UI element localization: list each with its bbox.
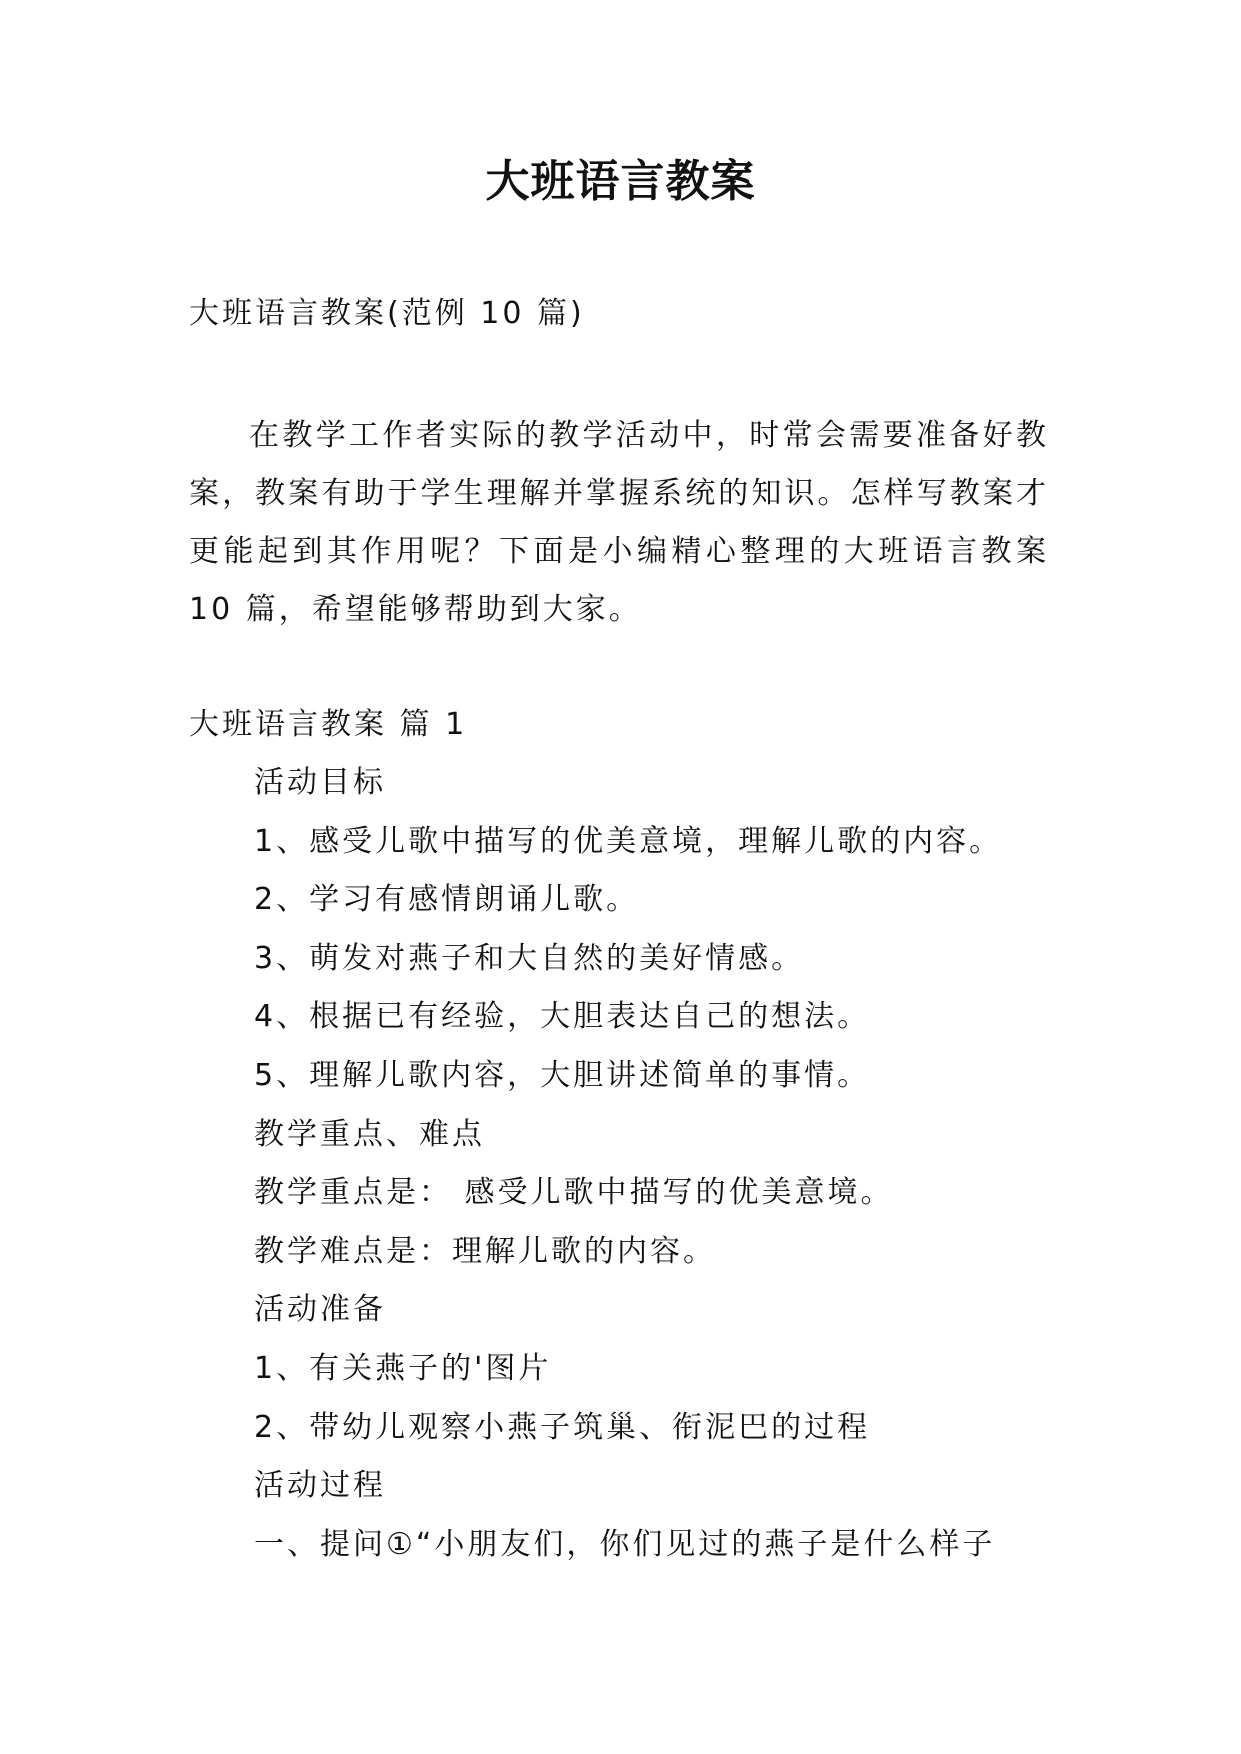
plan-line-difficult-point: 教学难点是：理解儿歌的内容。	[254, 1233, 716, 1269]
plan-line-goal-2: 2、学习有感情朗诵儿歌。	[254, 882, 640, 918]
document-subtitle: 大班语言教案(范例 10 篇)	[189, 296, 585, 331]
plan-line-preparation-2: 2、带幼儿观察小燕子筑巢、衔泥巴的过程	[254, 1409, 871, 1445]
plan-line-preparation-1: 1、有关燕子的'图片	[254, 1350, 552, 1386]
plan-line-goal-3: 3、萌发对燕子和大自然的美好情感。	[254, 940, 805, 976]
intro-paragraph: 在教学工作者实际的教学活动中，时常会需要准备好教案，教案有助于学生理解并掌握系统的知识。怎样写教案才更能起到其作用呢？下面是小编精心整理的大班语言教案 10 篇，希望能够帮助到大家。	[189, 418, 1049, 627]
plan-line-activity-goals: 活动目标	[254, 765, 386, 800]
lesson-plan-list	[254, 760, 1054, 1580]
plan-line-goal-5: 5、理解儿歌内容，大胆讲述简单的事情。	[254, 1057, 871, 1093]
plan-line-goal-4: 4、根据已有经验，大胆表达自己的想法。	[254, 999, 871, 1035]
plan-line-process-1: 一、提问①“小朋友们，你们见过的燕子是什么样子	[254, 1526, 996, 1562]
plan-line-process-heading: 活动过程	[254, 1468, 386, 1504]
plan-line-key-points-heading: 教学重点、难点	[254, 1116, 485, 1152]
section-heading: 大班语言教案 篇 1	[189, 707, 468, 742]
plan-line-key-point: 教学重点是： 感受儿歌中描写的优美意境。	[254, 1175, 894, 1211]
plan-line-goal-1: 1、感受儿歌中描写的优美意境，理解儿歌的内容。	[254, 823, 1003, 859]
plan-line-preparation-heading: 活动准备	[254, 1292, 386, 1328]
document-title: 大班语言教案	[485, 156, 756, 207]
